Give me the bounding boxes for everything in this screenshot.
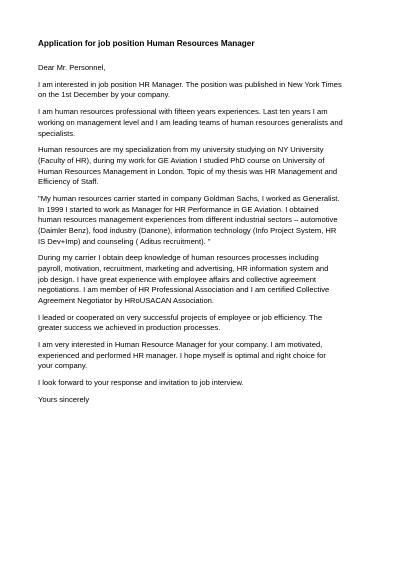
text-line: specialists. <box>38 128 76 138</box>
paragraph-position-interest <box>38 80 368 101</box>
text-line: (Daimler Benz), food industry (Danone), information technology (Info Project System, HR <box>38 225 337 235</box>
text-line: (Faculty of HR), during my work for GE Aviation I studied PhD course on University of <box>38 156 325 166</box>
text-line: I am interested in job position HR Manager. The position was published in New York Times <box>38 79 342 89</box>
letter-body <box>38 63 368 406</box>
text-line: your company. <box>38 361 88 371</box>
text-line: payroll, motivation, recruitment, marketing and advertising, HR information system and <box>38 263 329 273</box>
text-line: I am human resources professional with fifteen years experiences. Last ten years I am <box>38 107 328 117</box>
text-line: job design. I have great experience with employee affairs and collective agreement <box>38 274 317 284</box>
text-line: In 1999 I started to work as Manager for HR Performance in GE Aviation. I obtained <box>38 204 319 214</box>
paragraph-closing <box>38 378 368 389</box>
text-line: IS Dev+Imp) and counseling ( Aditus recruitment). " <box>38 236 211 246</box>
text-line: Agreement Negotiator by HRoUSACAN Association. <box>38 295 215 305</box>
text-line: human resources management experiences from different industrial sectors – automotive <box>38 215 338 225</box>
salutation <box>38 63 368 74</box>
letter-page <box>38 38 368 412</box>
paragraph-education <box>38 145 368 187</box>
text-line: "My human resources carrier started in company Goldman Sachs, I worked as Generalist. <box>38 194 340 204</box>
text-line: I leaded or cooperated on very successful projects of employee or job efficiency. The <box>38 312 323 322</box>
paragraph-knowledge <box>38 253 368 306</box>
text-line: During my carrier I obtain deep knowledge of human resources processes including <box>38 253 319 263</box>
text-line: negotiations. I am member of HR Professional Association and I am certified Collective <box>38 285 330 295</box>
text-line: Human resources are my specialization from my university studying on NY University <box>38 145 324 155</box>
text-line: I look forward to your response and invitation to job interview. <box>38 378 244 388</box>
text-line: Dear Mr. Personnel, <box>38 63 106 72</box>
sign-off <box>38 395 368 406</box>
text-line: greater success we achieved in production processes. <box>38 323 221 333</box>
paragraph-projects <box>38 313 368 334</box>
text-line: I am very interested in Human Resource Manager for your company. I am motivated, <box>38 340 323 350</box>
paragraph-career-history <box>38 194 368 247</box>
text-line: on the 1st December by your company. <box>38 90 170 100</box>
text-line: Yours sincerely <box>38 395 90 405</box>
text-line: Efficiency of Staff. <box>38 177 99 187</box>
text-line: working on management level and I am leading teams of human resources generalists and <box>38 117 343 127</box>
letter-title: Application for job position Human Resources Manager <box>38 39 255 48</box>
paragraph-experience <box>38 107 368 139</box>
text-line: experienced and performed HR manager. I hope myself is optimal and right choice for <box>38 350 326 360</box>
paragraph-motivation <box>38 340 368 372</box>
text-line: Human Resources Management in London. Topic of my thesis was HR Management and <box>38 166 338 176</box>
